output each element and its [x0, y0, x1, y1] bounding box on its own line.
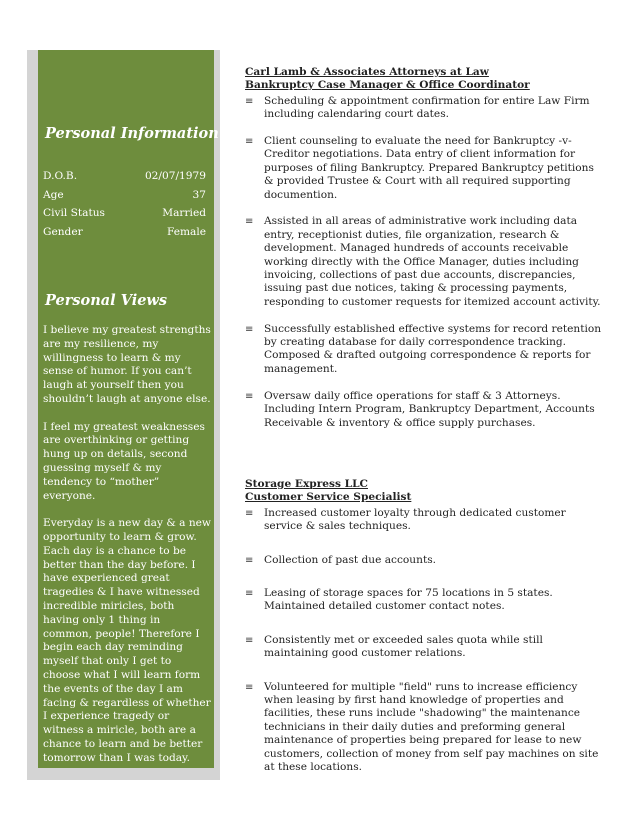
list-bullet-icon: ≡	[245, 323, 254, 335]
list-item: ≡ Client counseling to evaluate the need for Bankruptcy -v- Creditor negotiations. Data entry of client information for purposes of filing Bankruptcy. Prepared Bankruptcy petitions & provided Trustee & Court with all required supporting documention.	[245, 135, 594, 201]
list-item: ≡ Volunteered for multiple "field" runs to increase efficiency when leasing by first hand knowledge of properties and facilities, these runs include "shadowing" the maintenance technicians in their daily duties and preforming general maintenance of properties being prepared for lease to new customers, collection of money from self pay machines on site at these locations.	[245, 680, 599, 774]
list-item: ≡ Oversaw daily office operations for staff & 3 Attorneys. Including Intern Program, Bankruptcy Department, Accounts Receivable & inventory & office supply purchases.	[245, 389, 595, 429]
job-section	[245, 478, 605, 795]
info-row	[43, 207, 206, 226]
views-paragraph: Everyday is a new day & a new opportunity to learn & grow. Each day is a chance to be better than the day before. I have experienced great tragedies & I have witnessed incredible miricles, both having only 1 thing in common, people! Therefore I begin each day reminding myself that only I get to choose what I will learn form the events of the day I am facing & regardless of whether I experience tragedy or witness a miricle, both are a chance to learn and be better tomorrow than I was today.	[43, 517, 211, 764]
views-paragraph: I feel my greatest weaknesses are overthinking or getting hung up on details, second guessing myself & my tendency to “mother” everyone.	[43, 420, 205, 502]
personal-info-table	[43, 170, 206, 245]
job-title: Bankruptcy Case Manager & Office Coordinator	[245, 79, 530, 92]
info-label: Civil Status	[43, 207, 105, 220]
company-name: Carl Lamb & Associates Attorneys at Law	[245, 66, 489, 78]
personal-views	[43, 324, 211, 779]
list-item: ≡ Consistently met or exceeded sales quota while still maintaining good customer relations.	[245, 633, 543, 660]
info-value: Married	[162, 207, 206, 220]
list-bullet-icon: ≡	[245, 216, 254, 228]
list-item: ≡ Scheduling & appointment confirmation for entire Law Firm including calendaring court dates.	[245, 94, 590, 121]
list-item: ≡ Increased customer loyalty through dedicated customer service & sales techniques.	[245, 506, 566, 533]
list-item: ≡ Successfully established effective systems for record retention by creating database for daily correspondence tracking. Composed & drafted outgoing correspondence & reports for management.	[245, 322, 602, 375]
info-row	[43, 170, 206, 189]
duties-list	[245, 507, 605, 775]
duties-list	[245, 95, 605, 430]
job-title: Customer Service Specialist	[245, 491, 412, 504]
info-row	[43, 226, 206, 245]
list-bullet-icon: ≡	[245, 507, 254, 519]
info-row	[43, 189, 206, 208]
list-bullet-icon: ≡	[245, 136, 254, 148]
personal-information-heading: Personal Information	[45, 125, 219, 142]
info-label: Gender	[43, 226, 83, 239]
info-label: Age	[43, 188, 64, 201]
info-value: Female	[166, 226, 206, 239]
personal-views-heading: Personal Views	[45, 292, 168, 309]
job-section	[245, 66, 605, 443]
list-bullet-icon: ≡	[245, 634, 254, 646]
list-item: ≡ Collection of past due accounts.	[245, 553, 437, 566]
views-paragraph: I believe my greatest strengths are my resilience, my willingness to learn & my sense of humor. If you can’t laugh at yourself then you shouldn’t laugh at anyone else.	[43, 324, 211, 405]
list-bullet-icon: ≡	[245, 681, 254, 693]
list-bullet-icon: ≡	[245, 95, 254, 107]
list-bullet-icon: ≡	[245, 588, 254, 600]
sidebar	[38, 50, 219, 768]
info-label: D.O.B.	[43, 170, 78, 182]
info-value: 02/07/1979	[144, 170, 206, 182]
info-value: 37	[192, 188, 206, 201]
list-item: ≡ Assisted in all areas of administrative work including data entry, receptionist duties, file organization, research & development. Managed hundreds of accounts receivable working directly with the Office Manager, duties including invoicing, collections of past due accounts, discrepancies, issuing past due notices, taking & processing payments, responding to customer requests for itemized account activity.	[245, 215, 601, 308]
company-name: Storage Express LLC	[245, 478, 368, 490]
list-bullet-icon: ≡	[245, 554, 254, 566]
list-item: ≡ Leasing of storage spaces for 75 locations in 5 states. Maintained detailed customer contact notes.	[245, 587, 553, 613]
list-bullet-icon: ≡	[245, 390, 254, 402]
